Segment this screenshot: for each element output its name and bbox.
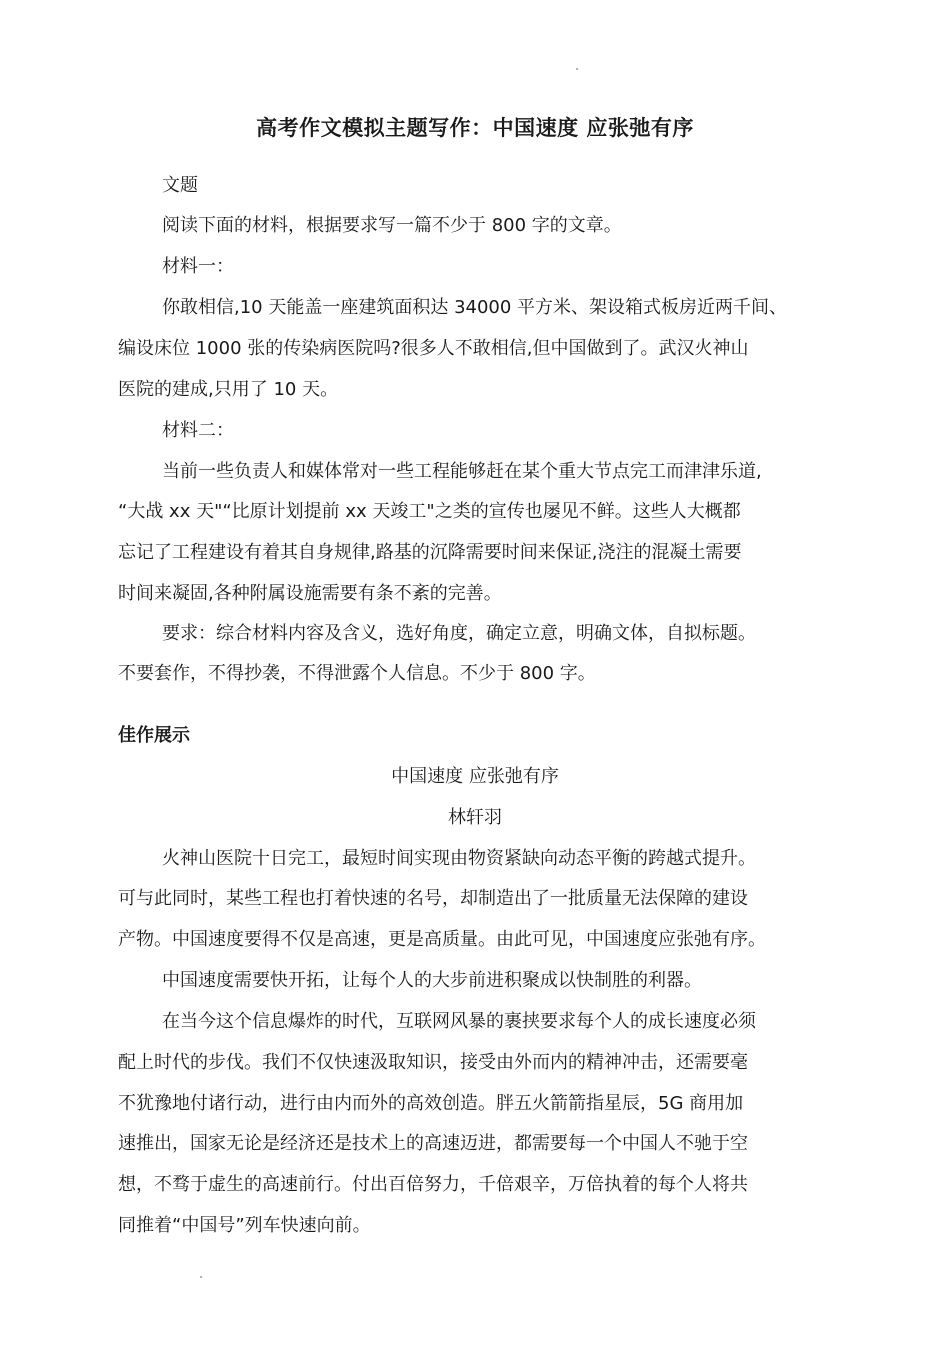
paragraph-line: 产物。中国速度要得不仅是高速，更是高质量。由此可见，中国速度应张弛有序。 [118,929,766,950]
material1-line: 你敢相信,10 天能盖一座建筑面积达 34000 平方米、架设箱式板房近两千间、 [162,297,788,318]
paragraph-line: 想，不骛于虚生的高速前行。付出百倍努力，千倍艰辛，万倍执着的每个人将共 [118,1174,748,1195]
section-topic-label: 文题 [162,175,198,196]
paragraph-line: 速推出，国家无论是经济还是技术上的高速迈进，都需要每一个中国人不驰于空 [118,1133,748,1154]
scan-dot [200,1276,202,1278]
paragraph-line: 在当今这个信息爆炸的时代，互联网风暴的裹挟要求每个人的成长速度必须 [162,1011,756,1032]
material1-line: 编设床位 1000 张的传染病医院吗?很多人不敢相信,但中国做到了。武汉火神山 [118,338,749,359]
paragraph-line: 配上时代的步伐。我们不仅快速汲取知识，接受由外而内的精神冲击，还需要毫 [118,1052,748,1073]
material2-line: 忘记了工程建设有着其自身规律,路基的沉降需要时间来保证,浇注的混凝土需要 [118,542,742,563]
requirement-line: 要求：综合材料内容及含义，选好角度，确定立意，明确文体，自拟标题。 [162,623,756,644]
material2-line: “大战 xx 天"“比原计划提前 xx 天竣工"之类的宣传也屡见不鲜。这些人大概都 [118,501,741,522]
scan-dot [576,68,578,70]
paragraph-line: 不犹豫地付诸行动，进行由内而外的高效创造。胖五火箭箭指星辰，5G 商用加 [118,1093,744,1114]
material1-line: 医院的建成,只用了 10 天。 [118,379,339,400]
requirement-line: 不要套作，不得抄袭，不得泄露个人信息。不少于 800 字。 [118,663,596,684]
paragraph-line: 火神山医院十日完工，最短时间实现由物资紧缺向动态平衡的跨越式提升。 [162,848,756,869]
material2-label: 材料二： [162,420,234,441]
paragraph-line: 中国速度需要快开拓，让每个人的大步前进积聚成以快制胜的利器。 [162,970,702,991]
essay-author: 林轩羽 [448,807,502,828]
material1-label: 材料一： [162,256,234,277]
page-title: 高考作文模拟主题写作：中国速度 应张弛有序 [256,116,694,140]
essay-title: 中国速度 应张弛有序 [391,766,559,787]
material2-line: 当前一些负责人和媒体常对一些工程能够赶在某个重大节点完工而津津乐道, [162,461,762,482]
prompt-text: 阅读下面的材料，根据要求写一篇不少于 800 字的文章。 [162,215,622,236]
paragraph-line: 可与此同时，某些工程也打着快速的名号，却制造出了一批质量无法保障的建设 [118,888,748,909]
material2-line: 时间来凝固,各种附属设施需要有条不紊的完善。 [118,583,502,604]
paragraph-line: 同推着“中国号”列车快速向前。 [118,1215,371,1236]
showcase-heading: 佳作展示 [118,725,190,746]
